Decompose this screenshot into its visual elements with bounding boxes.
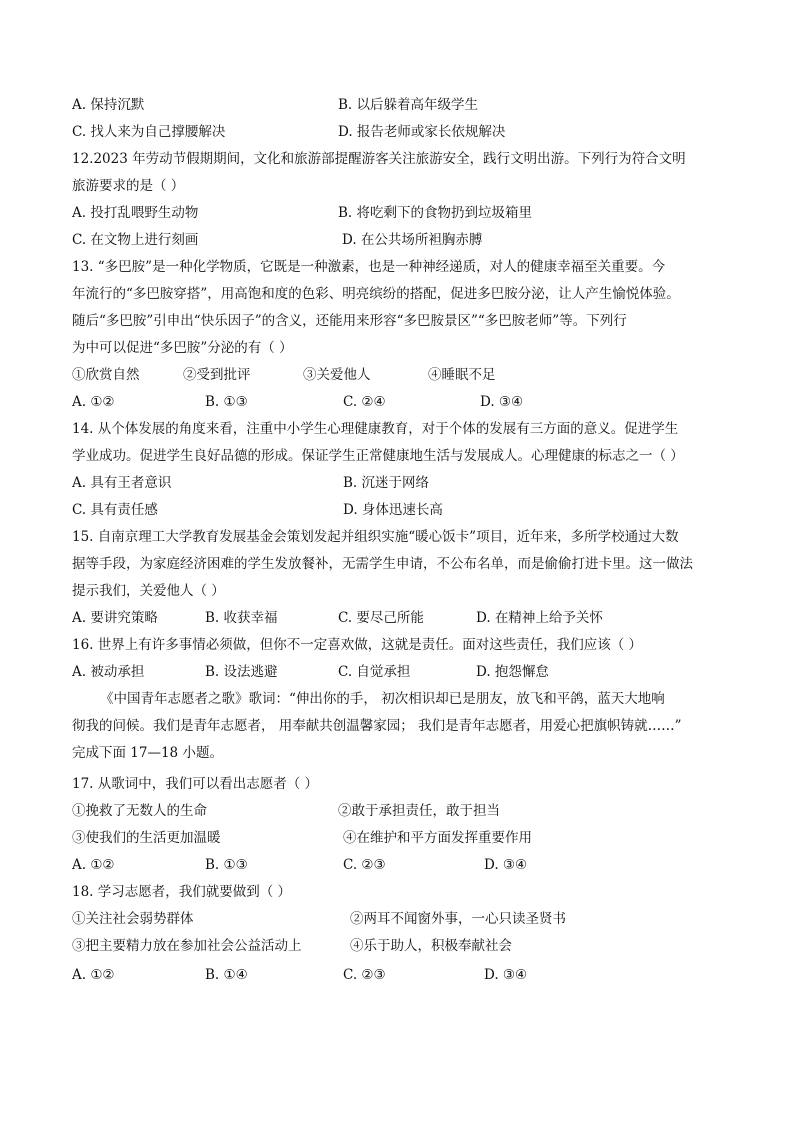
q14-option-c: C. 具有责任感 xyxy=(72,502,158,518)
q17-option-d: D. ③④ xyxy=(484,857,528,873)
q13-option-d: D. ③④ xyxy=(480,394,524,410)
q11-option-b: B. 以后躲着高年级学生 xyxy=(338,97,479,113)
q17-item-1: ①挽救了无数人的生命 xyxy=(72,803,207,819)
q18-item-2: ②两耳不闻窗外事，一心只读圣贤书 xyxy=(350,911,566,927)
q13-item-1: ①欣赏自然 xyxy=(72,367,140,383)
q17-item-3: ③使我们的生活更加温暖 xyxy=(72,830,221,846)
q15-stem-line-3: 提示我们，关爱他人（ ） xyxy=(72,583,225,599)
q16-option-a: A. 被动承担 xyxy=(72,664,145,680)
q12-option-c: C. 在文物上进行刻画 xyxy=(72,232,199,248)
q17-item-4: ④在维护和平方面发挥重要作用 xyxy=(343,830,532,846)
q17-option-b: B. ①③ xyxy=(205,857,248,873)
q13-option-b: B. ①③ xyxy=(205,394,248,410)
q18-item-4: ④乐于助人，积极奉献社会 xyxy=(350,938,512,954)
q12-option-b: B. 将吃剩下的食物扔到垃圾箱里 xyxy=(338,205,533,221)
q16-option-b: B. 设法逃避 xyxy=(205,664,278,680)
q14-stem-line-1: 14. 从个体发展的角度来看，注重中小学生心理健康教育，对于个体的发展有三方面的意义。促进学生 xyxy=(72,421,679,437)
q18-option-c: C. ②③ xyxy=(343,967,386,983)
q17-option-a: A. ①② xyxy=(72,857,115,873)
q11-option-a: A. 保持沉默 xyxy=(72,97,145,113)
passage-line-3: 完成下面 17—18 小题。 xyxy=(72,745,223,761)
q18-option-d: D. ③④ xyxy=(484,967,528,983)
q15-stem-line-2: 据等手段，为家庭经济困难的学生发放餐补，无需学生申请，不公布名单，而是偷偷打进卡里。这一做法 xyxy=(72,556,693,572)
q18-item-1: ①关注社会弱势群体 xyxy=(72,911,194,927)
q13-item-4: ④睡眠不足 xyxy=(428,367,496,383)
q18-option-b: B. ①④ xyxy=(205,967,248,983)
q12-option-d: D. 在公共场所袒胸赤膊 xyxy=(342,232,483,248)
q13-option-a: A. ①② xyxy=(72,394,115,410)
q12-option-a: A. 投打乱喂野生动物 xyxy=(72,205,199,221)
q16-stem-line-1: 16. 世界上有许多事情必须做，但你不一定喜欢做，这就是责任。面对这些责任，我们应该（ ） xyxy=(72,637,643,653)
q11-option-d: D. 报告老师或家长依规解决 xyxy=(338,124,506,140)
q13-stem-line-2: 年流行的“多巴胺穿搭”，用高饱和度的色彩、明亮缤纷的搭配，促进多巴胺分泌，让人产生愉悦体验。 xyxy=(72,286,680,302)
q15-option-d: D. 在精神上给予关怀 xyxy=(476,610,603,626)
q13-stem-line-4: 为中可以促进“多巴胺”分泌的有（ ） xyxy=(72,340,293,356)
q13-stem-line-3: 随后“多巴胺”引申出“快乐因子”的含义，还能用来形容“多巴胺景区”“多巴胺老师”等。下列行 xyxy=(72,313,627,329)
q13-item-3: ③关爱他人 xyxy=(303,367,371,383)
q14-option-b: B. 沉迷于网络 xyxy=(343,475,430,491)
q13-stem-line-1: 13. “多巴胺”是一种化学物质，它既是一种激素，也是一种神经递质，对人的健康幸福至关重要。今 xyxy=(72,259,666,275)
q15-option-a: A. 要讲究策略 xyxy=(72,610,158,626)
q15-stem-line-1: 15. 自南京理工大学教育发展基金会策划发起并组织实施“暖心饭卡”项目，近年来，多所学校通过大数 xyxy=(72,529,679,545)
q14-option-d: D. 身体迅速长高 xyxy=(343,502,443,518)
q15-option-c: C. 要尽己所能 xyxy=(338,610,424,626)
q17-option-c: C. ②③ xyxy=(343,857,386,873)
passage-line-2: 彻我的问候。我们是青年志愿者， 用奉献共创温馨家园； 我们是青年志愿者，用爱心把旗帜铸就……” xyxy=(72,718,682,734)
q18-item-3: ③把主要精力放在参加社会公益活动上 xyxy=(72,938,302,954)
q12-stem-line-2: 旅游要求的是（ ） xyxy=(72,178,185,194)
q17-item-2: ②敢于承担责任，敢于担当 xyxy=(338,803,500,819)
q14-option-a: A. 具有王者意识 xyxy=(72,475,172,491)
q11-option-c: C. 找人来为自己撑腰解决 xyxy=(72,124,226,140)
q14-stem-line-2: 学业成功。促进学生良好品德的形成。保证学生正常健康地生活与发展成人。心理健康的标志之一（ ） xyxy=(72,448,684,464)
q15-option-b: B. 收获幸福 xyxy=(205,610,278,626)
q18-stem-line-1: 18. 学习志愿者，我们就要做到（ ） xyxy=(72,884,292,900)
q13-option-c: C. ②④ xyxy=(343,394,386,410)
q16-option-c: C. 自觉承担 xyxy=(338,664,411,680)
q12-stem-line-1: 12.2023 年劳动节假期期间，文化和旅游部提醒游客关注旅游安全，践行文明出游。下列行为符合文明 xyxy=(72,151,686,167)
q17-stem-line-1: 17. 从歌词中，我们可以看出志愿者（ ） xyxy=(72,776,319,792)
q16-option-d: D. 抱怨懈怠 xyxy=(476,664,549,680)
q13-item-2: ②受到批评 xyxy=(183,367,251,383)
passage-line-1: 《中国青年志愿者之歌》歌词：“伸出你的手， 初次相识却已是朋友，放飞和平鸽，蓝天大地响 xyxy=(100,691,665,707)
q18-option-a: A. ①② xyxy=(72,967,115,983)
